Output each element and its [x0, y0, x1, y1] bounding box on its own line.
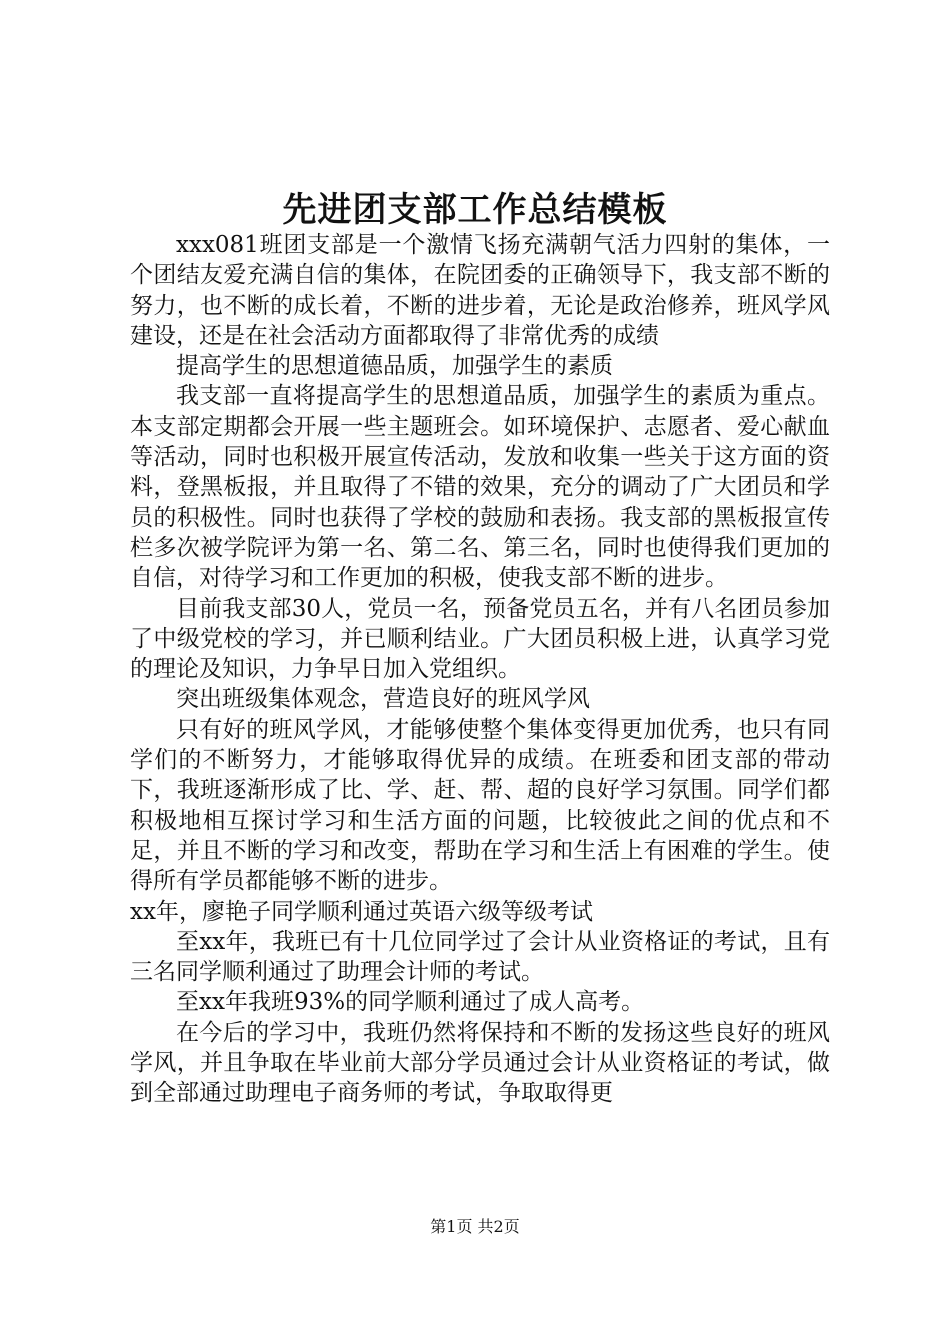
paragraph-adult-exam: 至xx年我班93%的同学顺利通过了成人高考。	[176, 989, 645, 1016]
document-title: 先进团支部工作总结模板	[282, 190, 668, 230]
section-heading-class-spirit: 突出班级集体观念，营造良好的班风学风	[176, 686, 590, 713]
paragraph-future-plan: 在今后的学习中，我班仍然将保持和不断的发扬这些良好的班风学风，并且争取在毕业前大部分学员通过会计从业资格证的考试，做到全部通过助理电子商务师的考试，争取取得更	[130, 1019, 830, 1107]
paragraph-membership: 目前我支部30人，党员一名，预备党员五名，并有八名团员参加了中级党校的学习，并已顺利结业。广大团员积极上进，认真学习党的理论及知识，力争早日加入党组织。	[130, 595, 830, 683]
page-number-indicator: 第1页 共2页	[430, 1217, 520, 1236]
document-body	[130, 230, 830, 1109]
page-footer	[0, 1216, 950, 1238]
section-heading-moral-quality: 提高学生的思想道德品质，加强学生的素质	[176, 353, 613, 380]
paragraph-class-spirit: 只有好的班风学风，才能够使整个集体变得更加优秀，也只有同学们的不断努力，才能够取得优异的成绩。在班委和团支部的带动下，我班逐渐形成了比、学、赶、帮、超的良好学习氛围。同学们都积极地相互探讨学习和生活方面的问题，比较彼此之间的优点和不足，并且不断的学习和改变，帮助在学习和生活上有困难的学生。使得所有学员都能够不断的进步。	[130, 716, 830, 895]
paragraph-accounting-cert: 至xx年，我班已有十几位同学过了会计从业资格证的考试，且有三名同学顺利通过了助理会计师的考试。	[130, 928, 830, 986]
paragraph-english-exam: xx年，廖艳子同学顺利通过英语六级等级考试	[130, 898, 593, 925]
paragraph-intro: xxx081班团支部是一个激情飞扬充满朝气活力四射的集体，一个团结友爱充满自信的集体，在院团委的正确领导下，我支部不断的努力，也不断的成长着，不断的进步着，无论是政治修养，班风学风建设，还是在社会活动方面都取得了非常优秀的成绩	[130, 232, 830, 349]
paragraph-moral-quality: 我支部一直将提高学生的思想道品质，加强学生的素质为重点。本支部定期都会开展一些主题班会。如环境保护、志愿者、爱心献血等活动，同时也积极开展宣传活动，发放和收集一些关于这方面的资料，登黑板报，并且取得了不错的效果，充分的调动了广大团员和学员的积极性。同时也获得了学校的鼓励和表扬。我支部的黑板报宣传栏多次被学院评为第一名、第二名、第三名，同时也使得我们更加的自信，对待学习和工作更加的积极，使我支部不断的进步。	[130, 383, 830, 592]
